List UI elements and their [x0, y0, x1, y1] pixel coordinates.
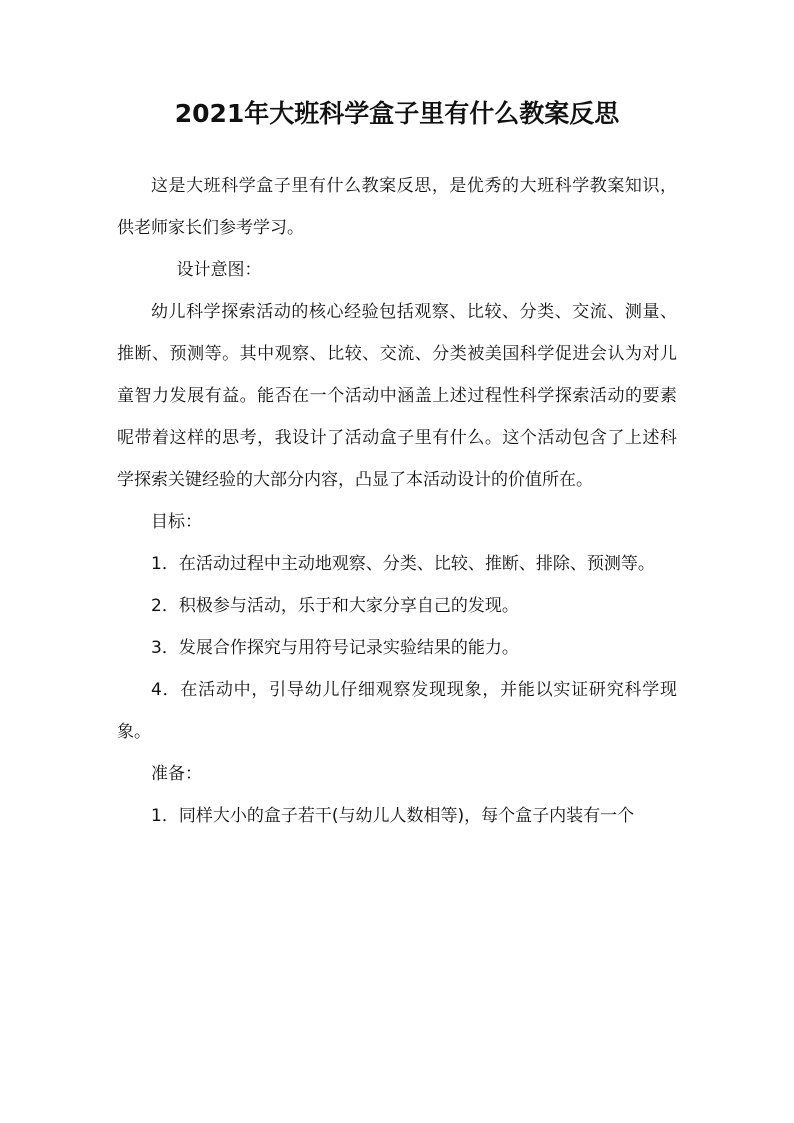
document-body: [117, 165, 677, 837]
section-heading-preparation: 准备：: [151, 764, 202, 784]
goal-item-3: 3．发展合作探究与用符号记录实验结果的能力。: [151, 638, 519, 658]
preparation-item-1: 1．同样大小的盒子若干(与幼儿人数相等)，每个盒子内装有一个: [151, 806, 635, 826]
section-heading-goals: 目标：: [151, 512, 202, 532]
goal-item-2: 2．积极参与活动，乐于和大家分享自己的发现。: [151, 596, 519, 616]
intro-paragraph: 这是大班科学盒子里有什么教案反思，是优秀的大班科学教案知识，供老师家长们参考学习。: [117, 176, 677, 238]
section-heading-design-intent: 设计意图：: [176, 260, 262, 280]
design-intent-paragraph: 幼儿科学探索活动的核心经验包括观察、比较、分类、交流、测量、推断、预测等。其中观察、比较、交流、分类被美国科学促进会认为对儿童智力发展有益。能否在一个活动中涵盖上述过程性科学探索活动的要素呢带着这样的思考，我设计了活动盒子里有什么。这个活动包含了上述科学探索关键经验的大部分内容，凸显了本活动设计的价值所在。: [117, 302, 677, 490]
goal-item-1: 1．在活动过程中主动地观察、分类、比较、推断、排除、预测等。: [151, 554, 655, 574]
goal-item-4: 4．在活动中，引导幼儿仔细观察发现现象，并能以实证研究科学现象。: [117, 680, 677, 742]
document-title: 2021年大班科学盒子里有什么教案反思: [174, 99, 620, 128]
